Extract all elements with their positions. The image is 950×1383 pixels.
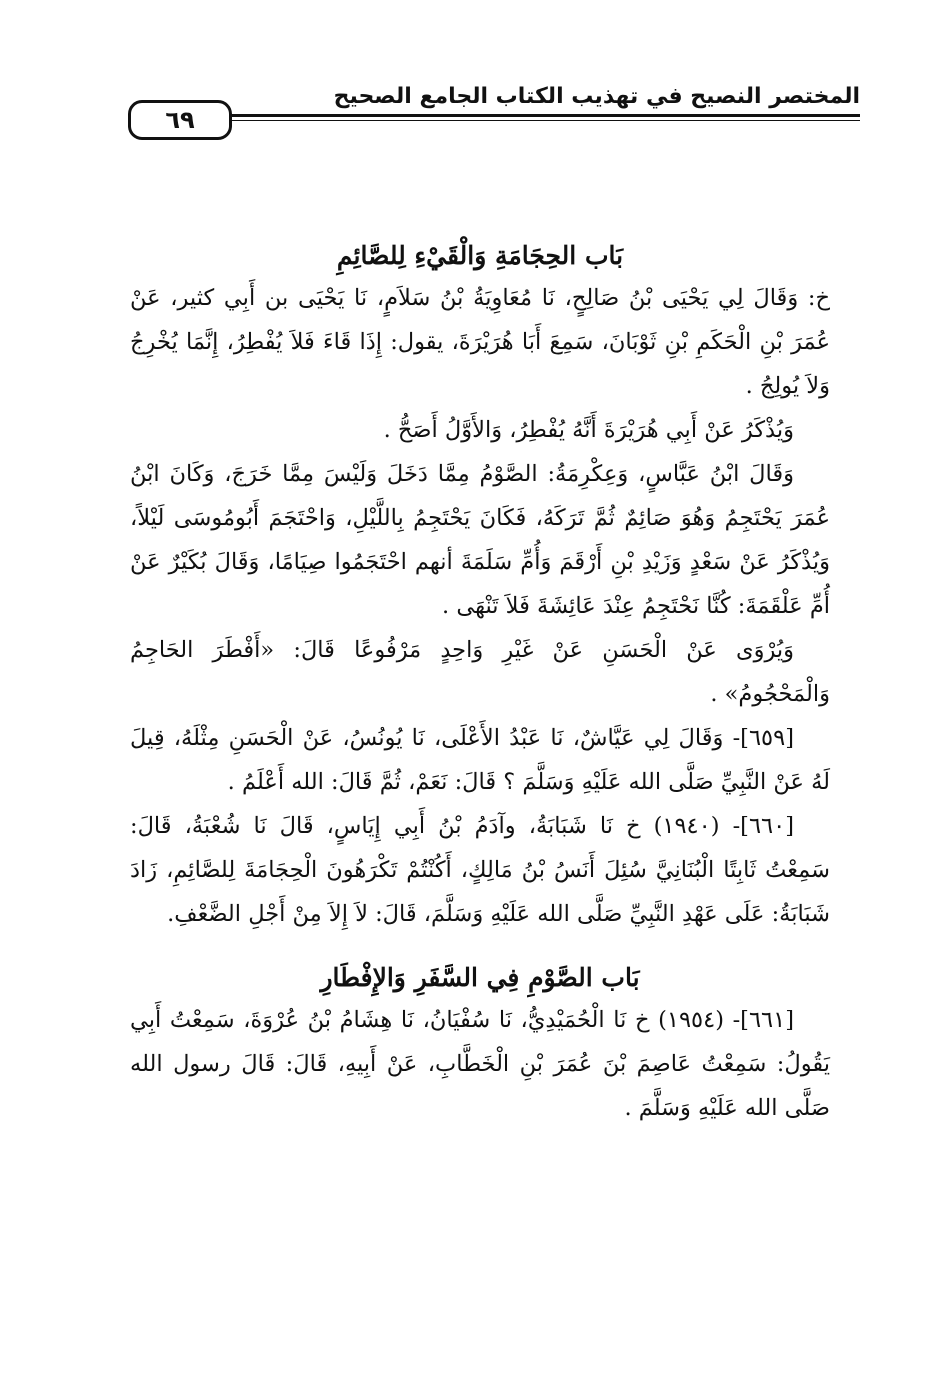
header-rule-thick [232,114,860,117]
header-rule-thin [232,120,860,121]
section-heading: بَاب الصَّوْمِ فِي السَّفَرِ وَالإِفْطَارِ [320,963,640,992]
paragraph: وَيُذْكَرُ عَنْ أَبِي هُرَيْرَةَ أَنَّهُ يُفْطِرُ، وَالأَوَّلُ أَصَحُّ . [383,417,794,443]
paragraph: [٦٦١]- (١٩٥٤) خ نَا الْحُمَيْدِيُّ، نَا سُفْيَانُ، نَا هِشَامُ بْنُ عُرْوَةَ، سَمِعْتُ أَبِي يَقُولُ: سَمِعْتُ عَاصِمَ بْنَ عُمَرَ بْنِ الْخَطَّابِ، عَنْ أَبِيهِ، قَالَ: قَالَ رسول الله صَلَّى الله عَلَيْهِ وَسَلَّمَ . [130,1007,830,1121]
section-spacer [130,936,830,958]
page-header [128,78,860,148]
paragraph: وَقَالَ ابْنُ عَبَّاسٍ، وَعِكْرِمَةُ: الصَّوْمُ مِمَّا دَخَلَ وَلَيْسَ مِمَّا خَرَجَ، وَكَانَ ابْنُ عُمَرَ يَحْتَجِمُ وَهُوَ صَائِمٌ ثُمَّ تَرَكَهُ، فَكَانَ يَحْتَجِمُ بِاللَّيْلِ، وَاحْتَجَمَ أَبُومُوسَى لَيْلاً، وَيُذْكَرُ عَنْ سَعْدٍ وَزَيْدِ بْنِ أَرْقَمَ وَأُمِّ سَلَمَةَ أنهم احْتَجَمُوا صِيَامًا، وَقَالَ بُكَيْرٌ عَنْ أُمِّ عَلْقَمَةَ: كُنَّا نَحْتَجِمُ عِنْدَ عَائِشَةَ فَلاَ تَنْهَى . [130,461,830,619]
section-heading: بَاب الحِجَامَةِ وَالْقَيْءِ لِلصَّائِمِ [336,241,624,270]
running-title: المختصر النصيح في تهذيب الكتاب الجامع الصحيح [333,84,860,109]
paragraph: وَيُرْوَى عَنْ الْحَسَنِ عَنْ غَيْرِ وَاحِدٍ مَرْفُوعًا قَالَ: «أَفْطَرَ الحَاجِمُ وَالْمَحْجُومُ» . [130,637,830,707]
page-body [130,236,830,1130]
page-number: ٦٩ [128,100,232,140]
paragraph: [٦٥٩]- وَقَالَ لِي عَيَّاشٌ، نَا عَبْدُ الأَعْلَى، نَا يُونُسُ، عَنْ الْحَسَنِ مِثْلَهُ، قِيلَ لَهُ عَنْ النَّبِيِّ صَلَّى الله عَلَيْهِ وَسَلَّمَ ؟ قَالَ: نَعَمْ، ثُمَّ قَالَ: الله أَعْلَمُ . [130,725,830,795]
paragraph: [٦٦٠]- (١٩٤٠) خ نَا شَبَابَةُ، وآدَمُ بْنُ أَبِي إِيَاسٍ، قَالَ نَا شُعْبَةُ، قَالَ: سَمِعْتُ ثَابِتًا الْبُنَانِيَّ سُئِلَ أَنَسُ بْنُ مَالِكٍ، أَكُنْتُمْ تَكْرَهُونَ الْحِجَامَةَ لِلصَّائِمِ، زَادَ شَبَابَةُ: عَلَى عَهْدِ النَّبِيِّ صَلَّى الله عَلَيْهِ وَسَلَّمَ، قَالَ: لاَ إِلاَ مِنْ أَجْلِ الضَّعْفِ. [130,813,830,927]
paragraph: خ: وَقَالَ لِي يَحْيَى بْنُ صَالِحٍ، نَا مُعَاوِيَةُ بْنُ سَلاَمٍ، نَا يَحْيَى بن أَبِي كثير، عَنْ عُمَرَ بْنِ الْحَكَمِ بْنِ ثَوْبَانَ، سَمِعَ أَبَا هُرَيْرَةَ، يقول: إِذَا قَاءَ فَلاَ يُفْطِرُ، إِنَّمَا يُخْرِجُ وَلاَ يُولِجُ . [130,285,830,399]
